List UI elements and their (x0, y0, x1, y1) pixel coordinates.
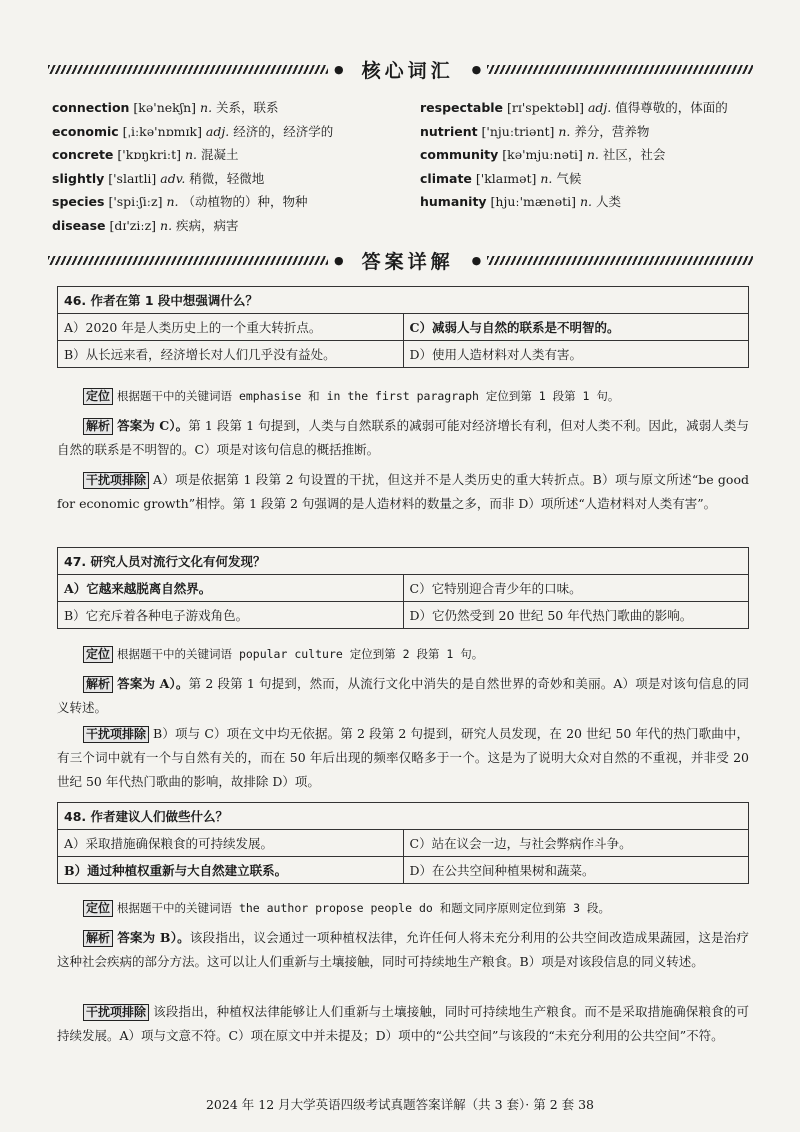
question-text: 46. 作者在第 1 段中想强调什么？ (58, 287, 749, 314)
answer-section-header (48, 247, 753, 273)
vocab-pronunciation: ['njuːtriənt] (477, 123, 559, 139)
vocab-pronunciation: [hjuː'mænəti] (486, 194, 580, 209)
answer-text: 答案为 A）。 (117, 676, 189, 691)
option-a: A）采取措施确保粮食的可持续发展。 (58, 830, 404, 857)
page-footer: 2024 年 12 月大学英语四级考试真题答案详解（共 3 套）· 第 2 套 38 (205, 1097, 594, 1112)
question-47-table (57, 547, 749, 629)
option-c: C）它特别迎合青少年的口味。 (403, 575, 749, 602)
locate-paragraph (57, 896, 749, 920)
vocab-entry (52, 96, 333, 120)
vocab-pos: n. (184, 147, 197, 162)
vocab-definition: （动植物的）种，物种 (178, 194, 308, 209)
locate-tag: 定位 (83, 388, 113, 405)
question-48-table (57, 802, 749, 884)
option-c: C）减弱人与自然的联系是不明智的。 (403, 314, 749, 341)
option-b: B）通过种植权重新与大自然建立联系。 (58, 857, 404, 884)
answer-text: 答案为 B）。 (117, 930, 190, 945)
vocab-definition: 疾病，病害 (172, 217, 239, 233)
hatch-divider (487, 256, 753, 265)
vocab-word: respectable (420, 100, 504, 115)
vocab-pronunciation: ['slaɪtli] (104, 170, 161, 186)
analysis-paragraph (57, 414, 749, 462)
vocab-title: 核心词汇 (361, 59, 454, 82)
vocab-definition: 稍微，轻微地 (185, 170, 265, 186)
option-a: A）2020 年是人类历史上的一个重大转折点。 (58, 314, 404, 341)
distractor-text: 该段指出，种植权法律能够让人们重新与土壤接触，同时可持续地生产粮食。而不是采取措施确保粮食的可持续发展。A）项与文意不符。C）项在原文中并未提及；D）项中的“公共空间”与该段的“未充分利用的公共空间”不符。 (57, 1004, 749, 1043)
vocab-pos: n. (200, 100, 213, 115)
answer-text: 答案为 C）。 (117, 418, 189, 433)
locate-paragraph (57, 384, 749, 408)
vocab-entry (420, 190, 728, 214)
hatch-divider (487, 65, 753, 74)
vocab-word: concrete (52, 147, 114, 162)
vocab-pos: n. (586, 147, 599, 162)
vocab-word: connection (52, 100, 130, 115)
analysis-paragraph (57, 926, 749, 974)
bullet-dot-icon: ● (334, 253, 344, 267)
locate-text: 根据题干中的关键词语 the author propose people do 和题文同序原则定位到第 3 段。 (117, 901, 610, 915)
distractor-text: A）项是依据第 1 段第 2 句设置的干扰，但这并不是人类历史的重大转折点。B）项与原文所述“be good for economic growth”相悖。第 1 段第 2 句强调的是人造材料的数量之多，而非 D）项所述“人造材料对人类有害”。 (57, 472, 749, 511)
question-text: 48. 作者建议人们做些什么？ (58, 803, 749, 830)
vocab-word: climate (420, 170, 472, 186)
vocab-pronunciation: ['spiːʃiːz] (104, 194, 167, 209)
vocab-entry (52, 167, 333, 191)
analysis-tag: 解析 (83, 418, 113, 435)
option-b: B）从长远来看，经济增长对人们几乎没有益处。 (58, 341, 404, 368)
option-a: A）它越来越脱离自然界。 (58, 575, 404, 602)
vocab-definition: 值得尊敬的，体面的 (611, 100, 728, 115)
vocab-pos: adj. (205, 123, 230, 139)
analysis-text: 第 2 段第 1 句提到，然而，从流行文化中消失的是自然世界的奇妙和美丽。A）项是对该句信息的同义转述。 (57, 676, 749, 715)
locate-tag: 定位 (83, 900, 113, 917)
vocab-definition: 经济的，经济学的 (229, 123, 334, 139)
vocab-pos: n. (579, 194, 593, 209)
vocab-list-left (52, 96, 333, 237)
bullet-dot-icon: ● (471, 62, 482, 76)
vocab-pronunciation: [ˌiːkə'nɒmɪk] (118, 123, 206, 139)
vocab-pos: n. (160, 217, 173, 233)
distractor-tag: 干扰项排除 (83, 726, 149, 743)
distractor-paragraph (57, 1000, 749, 1048)
vocab-pos: n. (540, 170, 553, 186)
locate-tag: 定位 (83, 646, 113, 663)
locate-paragraph (57, 642, 749, 666)
analysis-text: 该段指出，议会通过一项种植权法律，允许任何人将未充分利用的公共空间改造成果蔬园，这是治疗这种社会疾病的部分方法。这可以让人们重新与土壤接触，同时可持续地生产粮食。B）项是对该段信息的同义转述。 (57, 930, 749, 969)
vocab-definition: 养分，营养物 (570, 123, 650, 139)
vocab-definition: 关系，联系 (212, 100, 279, 115)
answer-title: 答案详解 (361, 250, 454, 273)
bullet-dot-icon: ● (334, 62, 344, 76)
vocab-entry (420, 120, 728, 144)
vocab-pronunciation: [kə'nekʃn] (129, 100, 201, 115)
analysis-tag: 解析 (83, 930, 113, 947)
bullet-dot-icon: ● (471, 253, 482, 267)
vocab-word: slightly (52, 170, 105, 186)
vocab-entry (52, 120, 333, 144)
vocab-entry (52, 143, 333, 167)
option-d: D）它仍然受到 20 世纪 50 年代热门歌曲的影响。 (403, 602, 749, 629)
question-text: 47. 研究人员对流行文化有何发现？ (58, 548, 749, 575)
locate-text: 根据题干中的关键词语 popular culture 定位到第 2 段第 1 句。 (117, 647, 484, 661)
distractor-text: B）项与 C）项在文中均无依据。第 2 段第 2 句提到，研究人员发现，在 20 世纪 50 年代的热门歌曲中，有三个词中就有一个与自然有关的，而在 50 年后出现的频率仅略多于一个。这是为了说明大众对自然的不重视，并非受 20 世纪 50 年代热门歌曲的影响，故排除 D）项。 (57, 726, 749, 789)
vocab-definition: 混凝土 (196, 147, 239, 162)
analysis-text: 第 1 段第 1 句提到，人类与自然联系的减弱可能对经济增长有利，但对人类不利。因此，减弱人类与自然的联系是不明智的。C）项是对该句信息的概括推断。 (57, 418, 749, 457)
vocab-section-header (48, 56, 753, 82)
vocab-word: community (420, 147, 499, 162)
vocab-definition: 社区，社会 (598, 147, 666, 162)
option-c: C）站在议会一边，与社会弊病作斗争。 (403, 830, 749, 857)
vocab-word: species (52, 194, 105, 209)
vocab-word: humanity (420, 194, 487, 209)
vocab-entry (52, 214, 333, 238)
locate-text: 根据题干中的关键词语 emphasise 和 in the first paragraph 定位到第 1 段第 1 句。 (117, 389, 620, 403)
question-46-table (57, 286, 749, 368)
vocab-definition: 气候 (552, 170, 582, 186)
vocab-word: nutrient (420, 123, 478, 139)
vocab-pos: adj. (587, 100, 612, 115)
vocab-word: economic (52, 123, 119, 139)
analysis-tag: 解析 (83, 676, 113, 693)
vocab-pos: n. (166, 194, 179, 209)
hatch-divider (48, 65, 328, 74)
hatch-divider (48, 256, 328, 265)
option-b: B）它充斥着各种电子游戏角色。 (58, 602, 404, 629)
vocab-pronunciation: [rɪ'spektəbl] (503, 100, 588, 115)
distractor-tag: 干扰项排除 (83, 1004, 149, 1021)
option-d: D）在公共空间种植果树和蔬菜。 (403, 857, 749, 884)
vocab-pronunciation: ['klaɪmət] (471, 170, 541, 186)
distractor-paragraph (57, 722, 749, 794)
vocab-pronunciation: [kə'mjuːnəti] (498, 147, 587, 162)
vocab-word: disease (52, 217, 106, 233)
vocab-entry (52, 190, 333, 214)
option-d: D）使用人造材料对人类有害。 (403, 341, 749, 368)
vocab-list-right (420, 96, 728, 214)
analysis-paragraph (57, 672, 749, 720)
vocab-entry (420, 167, 728, 191)
distractor-tag: 干扰项排除 (83, 472, 149, 489)
vocab-definition: 人类 (592, 194, 621, 209)
vocab-pos: adv. (160, 170, 186, 186)
vocab-entry (420, 96, 728, 120)
distractor-paragraph (57, 468, 749, 516)
vocab-entry (420, 143, 728, 167)
vocab-pos: n. (558, 123, 571, 139)
vocab-pronunciation: ['kɒŋkriːt] (113, 147, 185, 162)
vocab-pronunciation: [dɪ'ziːz] (105, 217, 161, 233)
